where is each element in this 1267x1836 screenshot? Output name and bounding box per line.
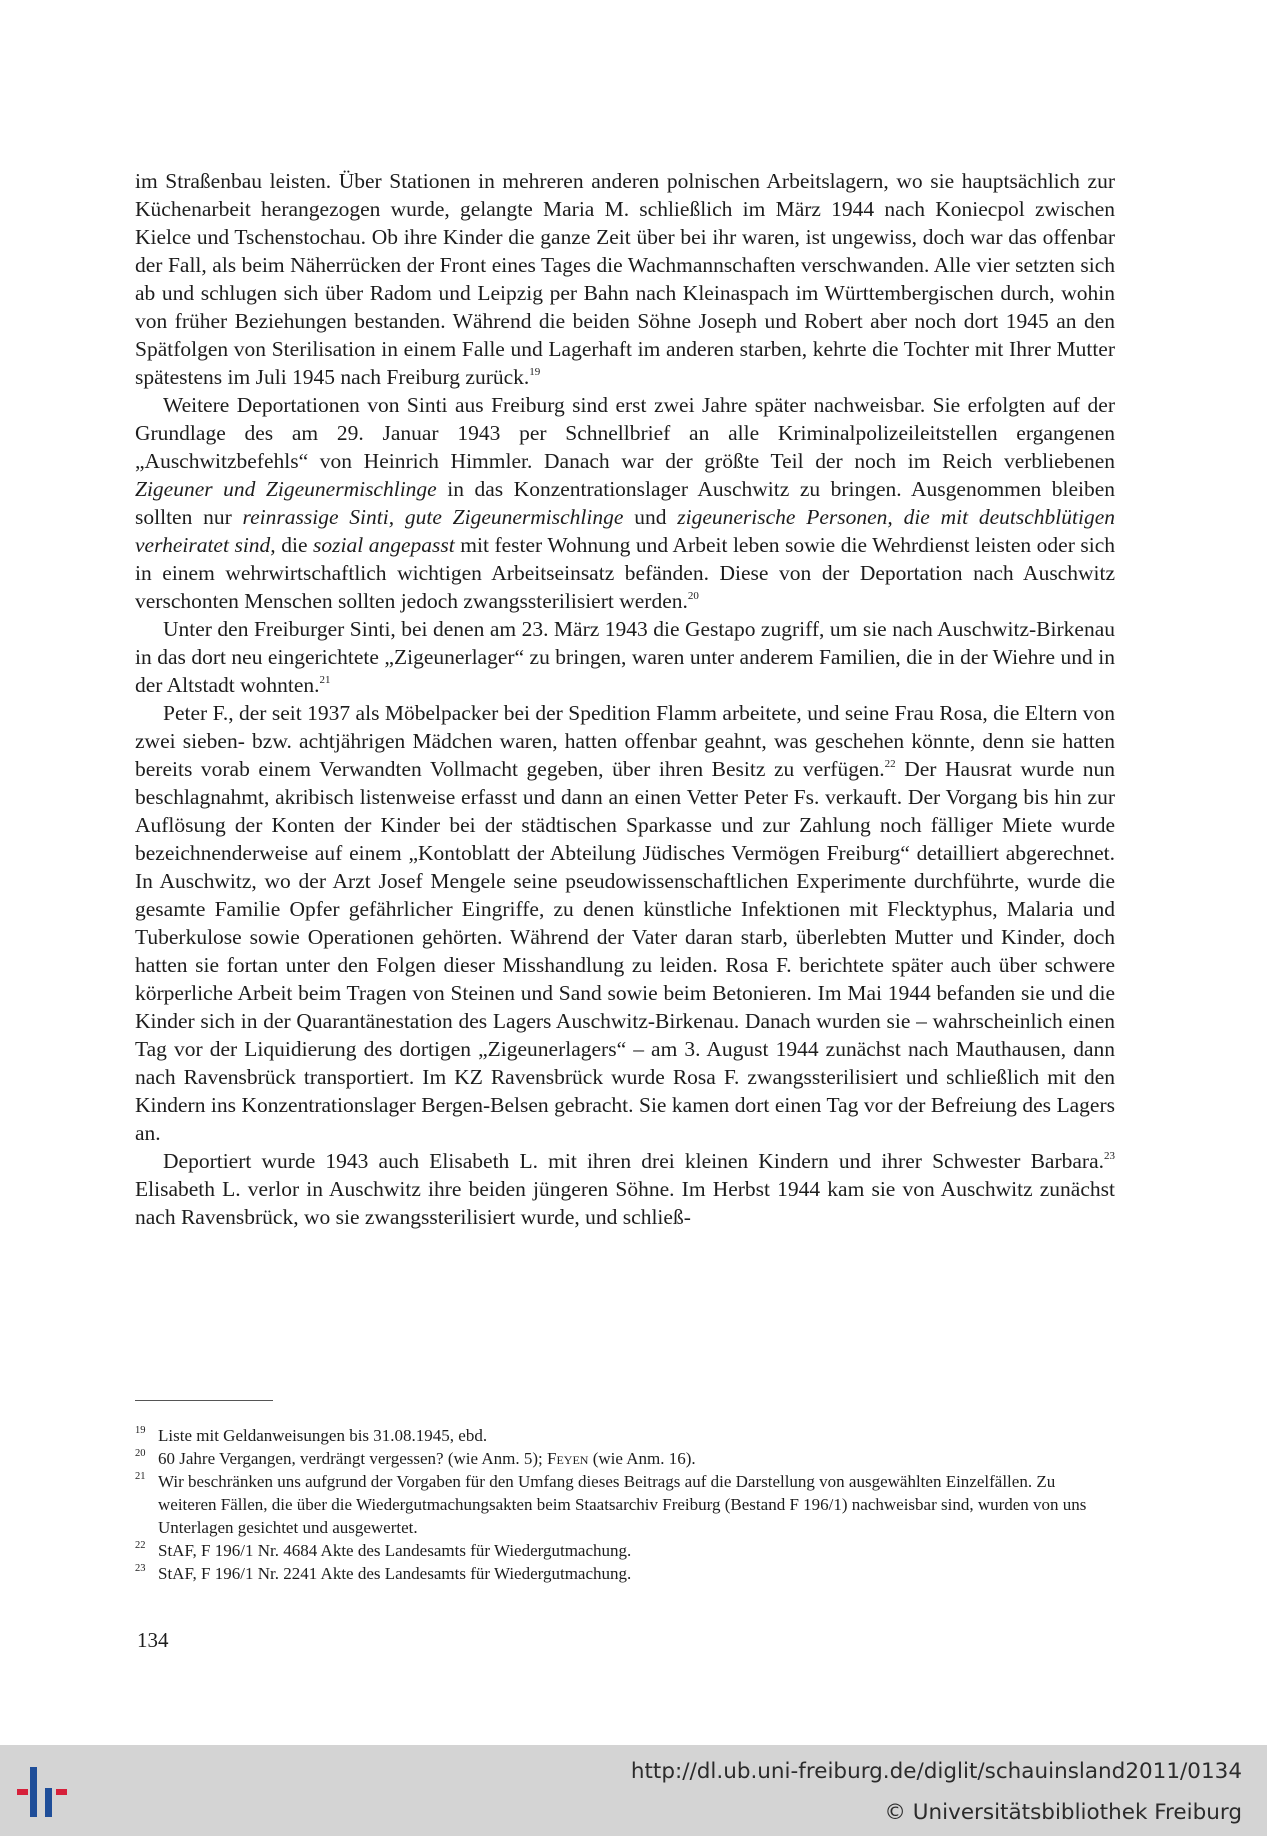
footnote-ref-21[interactable]: 21 [319, 674, 331, 686]
footnote-text: StAF, F 196/1 Nr. 4684 Akte des Landesamts für Wiedergutmachung. [158, 1541, 632, 1560]
footnote-ref-19[interactable]: 19 [529, 366, 541, 378]
footnotes [135, 1424, 1115, 1585]
footnote-ref-20[interactable]: 20 [687, 590, 699, 602]
footnote-ref-22[interactable]: 22 [884, 758, 896, 770]
footnote-text: Liste mit Geldanweisungen bis 31.08.1945, ebd. [158, 1426, 488, 1445]
footnote-text: 60 Jahre Vergangen, verdrängt vergessen? (wie Anm. 5); [158, 1449, 543, 1468]
paragraph-3: Unter den Freiburger Sinti, bei denen am 23. März 1943 die Gestapo zugriff, um sie nach Auschwitz-Birkenau in das dort neu eingerichtete „Zigeunerlager“ zu bringen, waren unter anderem Familien, die in der Wiehre und in der Altstadt wohnten.$^{21}$ [135, 617, 1115, 697]
ub-freiburg-logo-icon[interactable] [16, 1760, 80, 1824]
footnote-number: 20 [135, 1448, 146, 1459]
paragraph-4: Peter F., der seit 1937 als Möbelpacker bei der Spedition Flamm arbeitete, und seine Frau Rosa, die Eltern von zwei sieben- bzw. achtjährigen Mädchen waren, hatten offenbar geahnt, was geschehen könnte, denn sie hatten bereits vorab einem Verwandten Vollmacht gegeben, über ihren Besitz zu verfügen.$^{22}$ Der Hausrat wurde nun beschlagnahmt, akribisch listenweise erfasst und dann an einen Vetter Peter Fs. verkauft. Der Vorgang bis hin zur Auflösung der Konten der Kinder bei der städtischen Sparkasse und zur Zahlung noch fälliger Miete wurde bezeichnenderweise auf einem „Kontoblatt der Abteilung Jüdisches Vermögen Freiburg“ detailliert abgerechnet. In Auschwitz, wo der Arzt Josef Mengele seine pseudowissenschaftlichen Experimente durchführte, wurde die gesamte Familie Opfer gefährlicher Eingriffe, zu denen künstliche Infektionen mit Flecktyphus, Malaria und Tuberkulose sowie Operationen gehörten. Während der Vater daran starb, überlebten Mutter und Kinder, doch hatten sie fortan unter den Folgen dieser Misshandlung zu leiden. Rosa F. berichtete später auch über schwere körperliche Arbeit beim Tragen von Steinen und Sand sowie beim Betonieren. Im Mai 1944 befanden sie und die Kinder sich in der Quarantänestation des Lagers Auschwitz-Birkenau. Danach wurden sie – wahrscheinlich einen Tag vor der Liquidierung des dortigen „Zigeunerlagers“ – am 3. August 1944 zunächst nach Mauthausen, dann nach Ravensbrück transportiert. Im KZ Ravensbrück wurde Rosa F. zwangssterilisiert und schließlich mit den Kindern ins Konzentrationslager Bergen-Belsen gebracht. Sie kamen dort einen Tag vor der Befreiung des Lagers an. [135, 701, 1115, 1145]
footnote-22 [135, 1539, 1115, 1562]
paragraph-1: im Straßenbau leisten. Über Stationen in mehreren anderen polnischen Arbeitslagern, wo sie hauptsächlich zur Küchenarbeit herangezogen wurde, gelangte Maria M. schließlich im März 1944 nach Koniecpol zwischen Kielce und Tschenstochau. Ob ihre Kinder die ganze Zeit über bei ihr waren, ist ungewiss, doch war das offenbar der Fall, als beim Näherrücken der Front eines Tages die Wachmannschaften verschwanden. Alle vier setzten sich ab und schlugen sich über Radom und Leipzig per Bahn nach Kleinaspach im Württembergischen durch, wohin von früher Beziehungen bestanden. Während die beiden Söhne Joseph und Robert aber noch dort 1945 an den Spätfolgen von Sterilisation in einem Falle und Lagerhaft im anderen starben, kehrte die Tochter mit Ihrer Mutter spätestens im Juli 1945 nach Freiburg zurück.$^{19}$ [135, 169, 1115, 389]
footnote-divider [135, 1400, 273, 1401]
footnote-author: Feyen [547, 1449, 589, 1468]
footnote-21 [135, 1470, 1115, 1539]
footnote-text: Wir beschränken uns aufgrund der Vorgaben für den Umfang dieses Beitrags auf die Darstellung von ausgewählten Einzelfällen. Zu weiteren Fällen, die über die Wiedergutmachungsakten beim Staatsarchiv Freiburg (Bestand F 196/1) nachweisbar sind, wurden von uns Unterlagen gesichtet und ausgewertet. [158, 1472, 1087, 1537]
footnote-number: 21 [135, 1471, 146, 1482]
footnote-23 [135, 1562, 1115, 1585]
footnote-19 [135, 1424, 1115, 1447]
paragraph-5: Deportiert wurde 1943 auch Elisabeth L. mit ihren drei kleinen Kindern und ihrer Schwester Barbara.$^{23}$ Elisabeth L. verlor in Auschwitz ihre beiden jüngeren Söhne. Im Herbst 1944 kam sie von Auschwitz zunächst nach Ravensbrück, wo sie zwangssterilisiert wurde, und schließ- [135, 1149, 1115, 1229]
footer-copyright: © Universitätsbibliothek Freiburg [884, 1800, 1242, 1825]
footnote-number: 19 [135, 1425, 146, 1436]
page-number: 134 [137, 1628, 169, 1652]
paragraph-2: Weitere Deportationen von Sinti aus Freiburg sind erst zwei Jahre später nachweisbar. Sie erfolgten auf der Grundlage des am 29. Januar 1943 per Schnellbrief an alle Kriminalpolizeileitstellen ergangenen „Auschwitzbefehls“ von Heinrich Himmler. Danach war der größte Teil der noch im Reich verbliebenen Zigeuner und Zigeunermischlinge in das Konzentrationslager Auschwitz zu bringen. Ausgenommen bleiben sollten nur reinrassige Sinti, gute Zigeunermischlinge und zigeunerische Personen, die mit deutschblütigen verheiratet sind, die sozial angepasst mit fester Wohnung und Arbeit leben sowie die Wehrdienst leisten oder sich in einem wehrwirtschaftlich wichtigen Arbeitseinsatz befänden. Diese von der Deportation nach Auschwitz verschonten Menschen sollten jedoch zwangssterilisiert werden.$^{20}$ [135, 393, 1116, 613]
footer-bar [0, 1745, 1267, 1836]
footnote-20 [135, 1447, 1115, 1470]
footnote-number: 22 [135, 1540, 146, 1551]
footer-url-link[interactable]: http://dl.ub.uni-freiburg.de/diglit/schauinsland2011/0134 [630, 1759, 1242, 1784]
footnote-number: 23 [135, 1563, 146, 1574]
footnote-text: StAF, F 196/1 Nr. 2241 Akte des Landesamts für Wiedergutmachung. [158, 1564, 632, 1583]
footnote-ref-23[interactable]: 23 [1104, 1150, 1115, 1162]
footnote-text: (wie Anm. 16). [592, 1449, 696, 1468]
body-text [135, 167, 1115, 1231]
